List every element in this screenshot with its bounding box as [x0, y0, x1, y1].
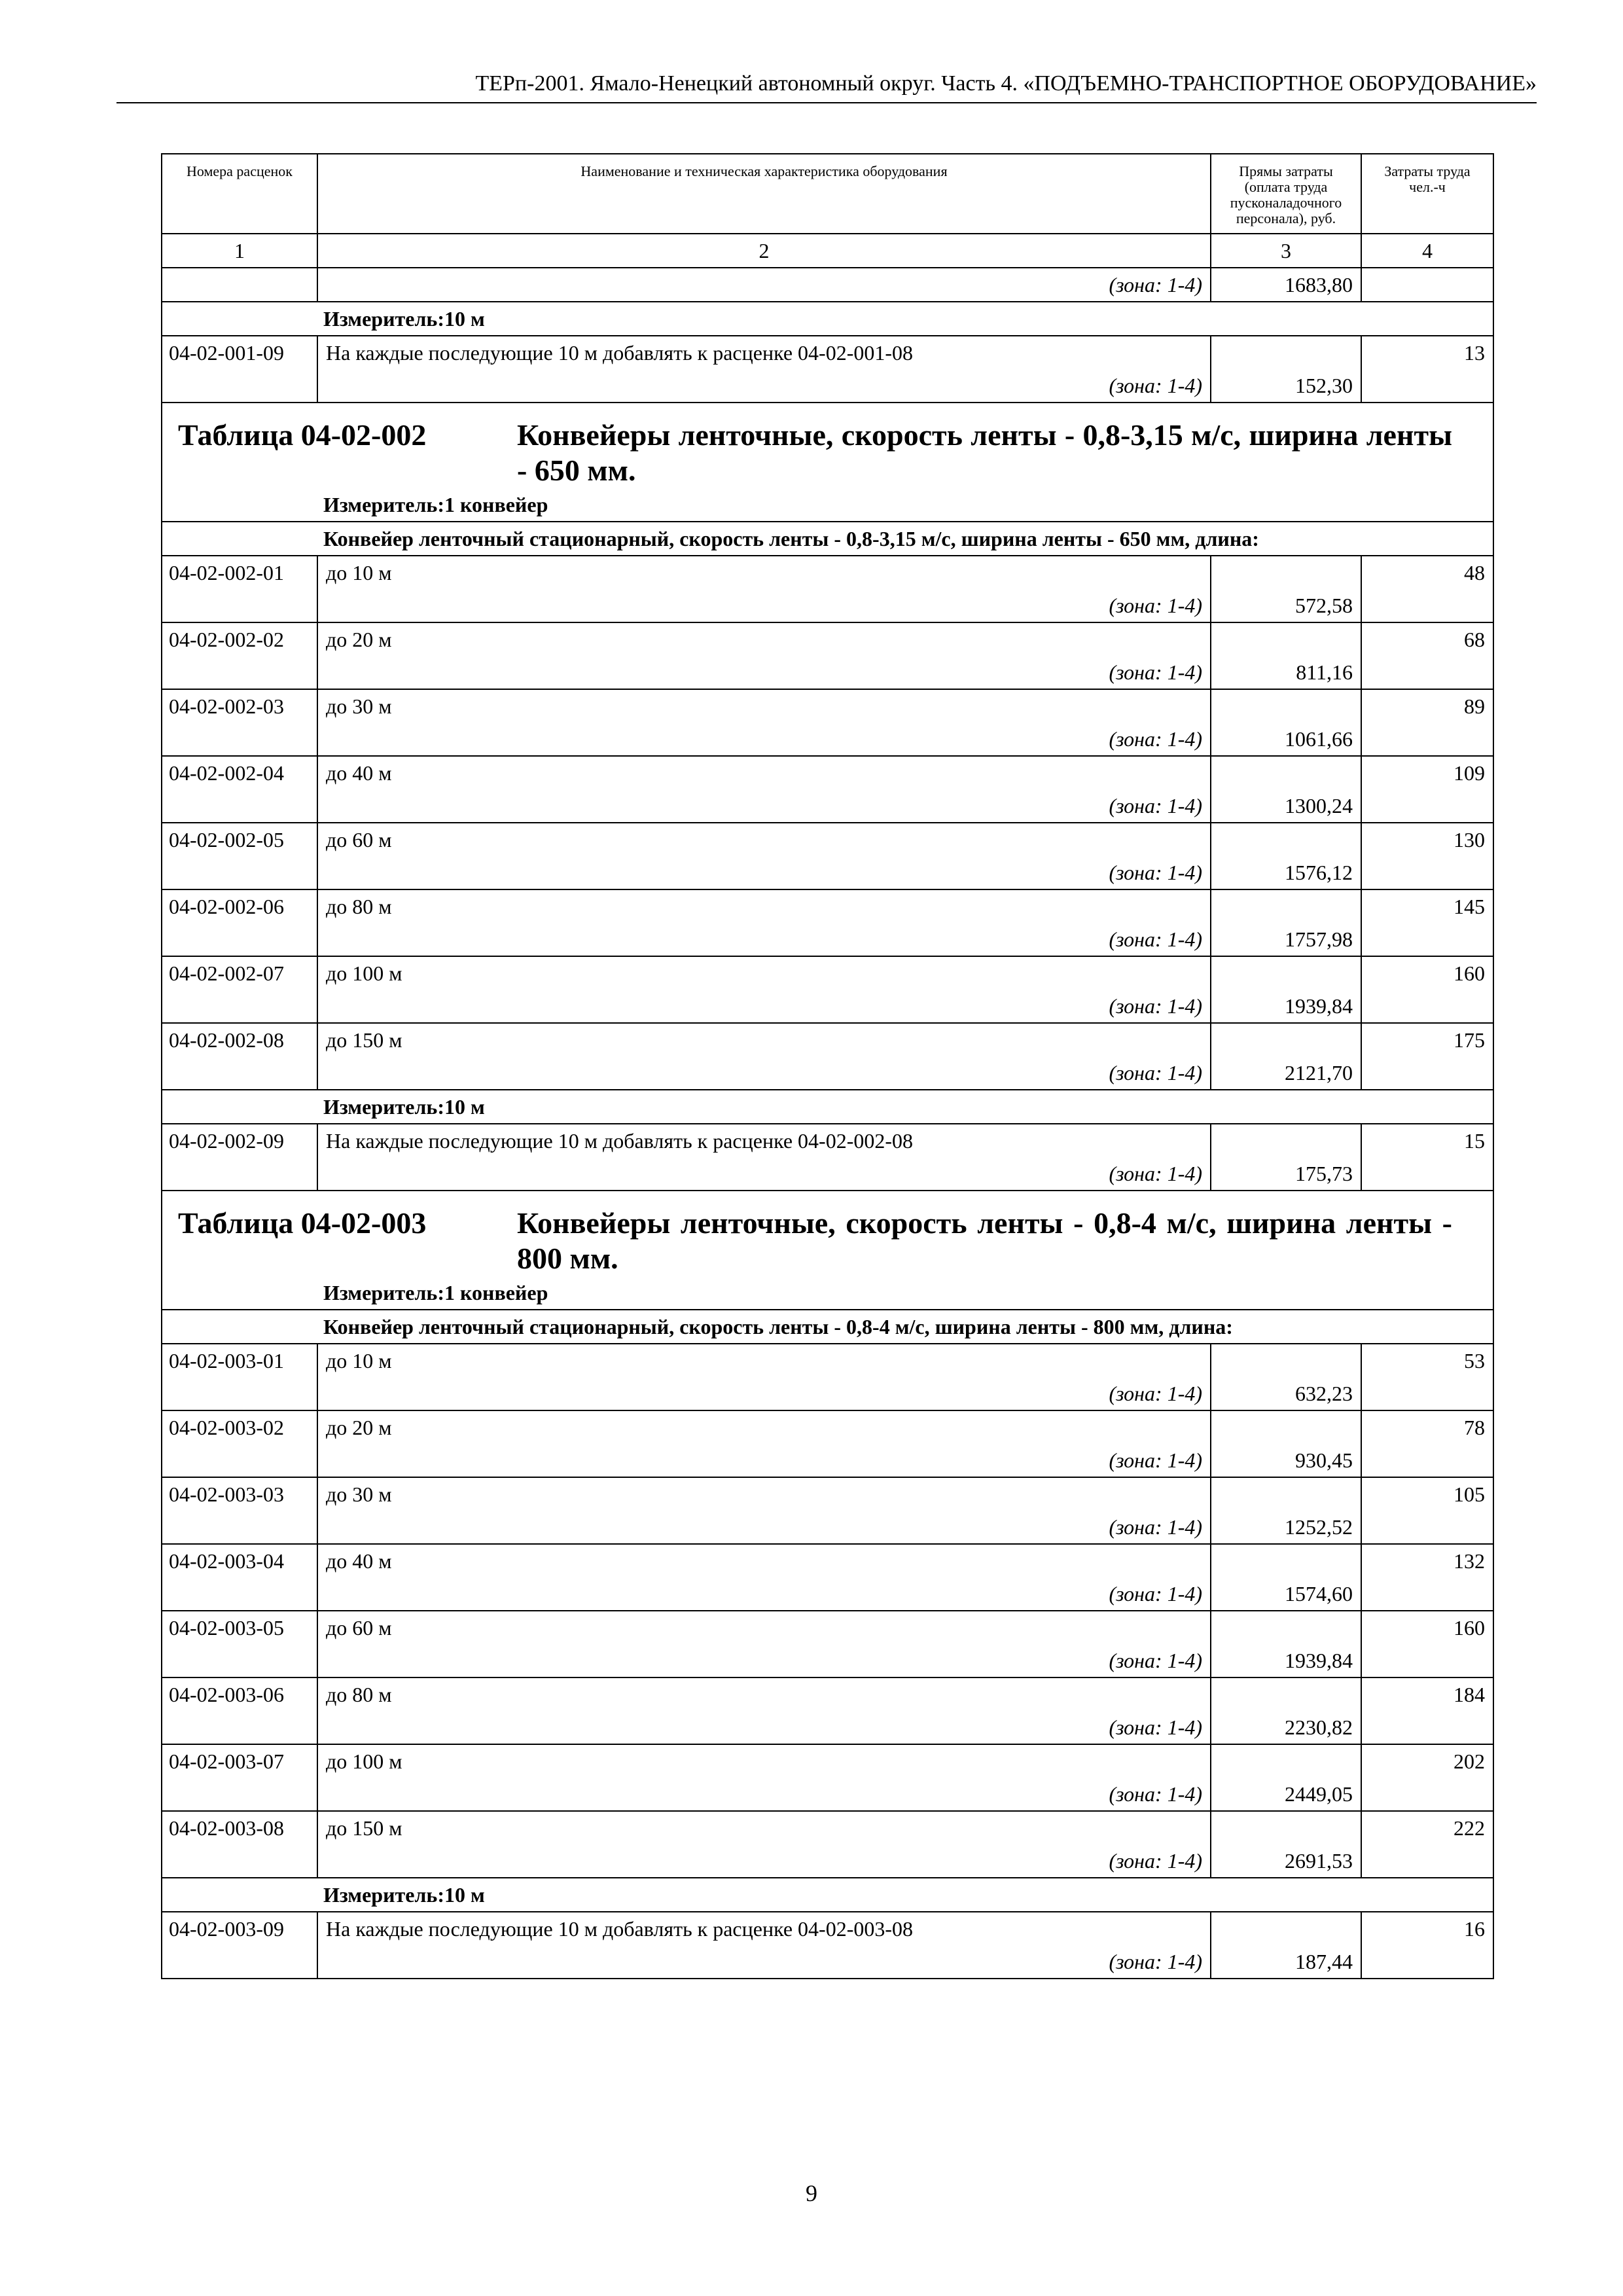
- row-description: до 30 м: [326, 1482, 392, 1506]
- zone-note: (зона: 1-4): [1109, 594, 1202, 617]
- cost-value: 1683,80: [1211, 268, 1361, 302]
- labor-value: 145: [1361, 889, 1493, 956]
- price-row: [162, 556, 1493, 622]
- zone-note: (зона: 1-4): [1109, 927, 1202, 951]
- row-description: до 60 м: [326, 828, 392, 852]
- row-code: 04-02-002-05: [162, 823, 317, 889]
- zone-note: (зона: 1-4): [1109, 994, 1202, 1018]
- labor-value: 13: [1361, 336, 1493, 403]
- price-row: [162, 1410, 1493, 1477]
- labor-value: 15: [1361, 1124, 1493, 1191]
- row-code: 04-02-003-02: [162, 1410, 317, 1477]
- price-row: [162, 889, 1493, 956]
- row-description: На каждые последующие 10 м добавлять к расценке 04-02-003-08: [326, 1917, 913, 1941]
- table-title-row: [162, 1191, 1493, 1310]
- zone-note: (зона: 1-4): [1109, 1649, 1202, 1672]
- zone-note: (зона: 1-4): [1109, 727, 1202, 751]
- cost-value: 2691,53: [1211, 1811, 1361, 1878]
- row-description: до 20 м: [326, 628, 392, 651]
- cost-value: 2230,82: [1211, 1677, 1361, 1744]
- cost-value: 930,45: [1211, 1410, 1361, 1477]
- row-description: до 10 м: [326, 561, 392, 584]
- cost-value: 1939,84: [1211, 956, 1361, 1023]
- row-code: 04-02-003-03: [162, 1477, 317, 1544]
- price-row: [162, 1744, 1493, 1811]
- price-row: [162, 823, 1493, 889]
- measure-label: Измеритель:1 конвейер: [323, 493, 548, 516]
- row-description: до 40 м: [326, 1549, 392, 1573]
- measure-label: Измеритель:10 м: [323, 1883, 485, 1907]
- column-number-row: [162, 234, 1493, 268]
- row-description: до 100 м: [326, 961, 402, 985]
- price-row: [162, 1912, 1493, 1979]
- zone-note: (зона: 1-4): [1109, 374, 1202, 397]
- zone-note: (зона: 1-4): [1109, 1950, 1202, 1973]
- labor-value: 89: [1361, 689, 1493, 756]
- row-code: 04-02-002-08: [162, 1023, 317, 1090]
- row-code: 04-02-002-03: [162, 689, 317, 756]
- cost-value: 187,44: [1211, 1912, 1361, 1979]
- zone-note: (зона: 1-4): [1109, 1715, 1202, 1739]
- table-name: Конвейеры ленточные, скорость ленты - 0,8-4 м/с, ширина ленты - 800 мм.: [517, 1206, 1452, 1275]
- col-number: 4: [1361, 234, 1493, 268]
- zone-note: (зона: 1-4): [1109, 1782, 1202, 1806]
- running-header: ТЕРп-2001. Ямало-Ненецкий автономный округ. Часть 4. «ПОДЪЕМНО-ТРАНСПОРТНОЕ ОБОРУДОВАНИЕ»: [116, 71, 1537, 103]
- row-code: 04-02-001-09: [162, 336, 317, 403]
- cost-value: 1061,66: [1211, 689, 1361, 756]
- row-code: 04-02-002-01: [162, 556, 317, 622]
- labor-value: 202: [1361, 1744, 1493, 1811]
- labor-value: 132: [1361, 1544, 1493, 1611]
- row-code: 04-02-002-04: [162, 756, 317, 823]
- price-row: [162, 1477, 1493, 1544]
- row-description: до 80 м: [326, 895, 392, 918]
- row-code: 04-02-003-04: [162, 1544, 317, 1611]
- cost-value: 2121,70: [1211, 1023, 1361, 1090]
- row-description: до 150 м: [326, 1028, 402, 1052]
- continuation-row: [162, 268, 1493, 302]
- row-code: 04-02-003-08: [162, 1811, 317, 1878]
- labor-value: 48: [1361, 556, 1493, 622]
- col-header-name: Наименование и техническая характеристика оборудования: [317, 154, 1211, 234]
- table-title-row: [162, 403, 1493, 522]
- cost-value: 811,16: [1211, 622, 1361, 689]
- labor-value: 105: [1361, 1477, 1493, 1544]
- price-table: [161, 153, 1494, 1979]
- cost-value: 1939,84: [1211, 1611, 1361, 1677]
- zone-note: (зона: 1-4): [317, 268, 1211, 302]
- col-header-cost: Прямы затраты (оплата труда пусконаладочного персонала), руб.: [1211, 154, 1361, 234]
- table-number: Таблица 04-02-002: [178, 418, 427, 452]
- table-section-04-02-002: [162, 403, 1493, 1191]
- table-name: Конвейеры ленточные, скорость ленты - 0,8-3,15 м/с, ширина ленты - 650 мм.: [517, 418, 1452, 487]
- labor-value: 78: [1361, 1410, 1493, 1477]
- price-row: [162, 956, 1493, 1023]
- row-code: 04-02-002-07: [162, 956, 317, 1023]
- row-code: 04-02-002-02: [162, 622, 317, 689]
- row-description: до 150 м: [326, 1816, 402, 1840]
- row-description: до 100 м: [326, 1749, 402, 1773]
- price-row: [162, 1023, 1493, 1090]
- page-number: 9: [806, 2180, 817, 2206]
- labor-value: 109: [1361, 756, 1493, 823]
- row-code: 04-02-003-06: [162, 1677, 317, 1744]
- row-description: до 40 м: [326, 761, 392, 785]
- row-description: до 30 м: [326, 694, 392, 718]
- cost-value: 175,73: [1211, 1124, 1361, 1191]
- cost-value: 152,30: [1211, 336, 1361, 403]
- price-row: [162, 1811, 1493, 1878]
- price-row: [162, 756, 1493, 823]
- zone-note: (зона: 1-4): [1109, 1162, 1202, 1185]
- labor-value: 175: [1361, 1023, 1493, 1090]
- zone-note: (зона: 1-4): [1109, 660, 1202, 684]
- measure-row: [162, 1090, 1493, 1124]
- table-number: Таблица 04-02-003: [178, 1206, 427, 1240]
- col-number: 1: [162, 234, 317, 268]
- zone-note: (зона: 1-4): [1109, 861, 1202, 884]
- column-header-row: [162, 154, 1493, 234]
- row-description: На каждые последующие 10 м добавлять к расценке 04-02-001-08: [326, 341, 913, 365]
- cost-value: 572,58: [1211, 556, 1361, 622]
- labor-value: 222: [1361, 1811, 1493, 1878]
- col-header-codes: Номера расценок: [162, 154, 317, 234]
- price-row: [162, 1124, 1493, 1191]
- zone-note: (зона: 1-4): [1109, 1382, 1202, 1405]
- labor-value: 160: [1361, 1611, 1493, 1677]
- price-row: [162, 336, 1493, 403]
- measure-row: [162, 1878, 1493, 1912]
- price-row: [162, 1344, 1493, 1410]
- labor-value: 184: [1361, 1677, 1493, 1744]
- zone-note: (зона: 1-4): [1109, 1448, 1202, 1472]
- price-row: [162, 689, 1493, 756]
- row-code: 04-02-003-07: [162, 1744, 317, 1811]
- group-label: Конвейер ленточный стационарный, скорость ленты - 0,8-3,15 м/с, ширина ленты - 650 мм, длина:: [323, 527, 1259, 550]
- cost-value: 1757,98: [1211, 889, 1361, 956]
- row-code: 04-02-002-06: [162, 889, 317, 956]
- cost-value: 1252,52: [1211, 1477, 1361, 1544]
- zone-note: (зона: 1-4): [1109, 1515, 1202, 1539]
- row-code: 04-02-003-01: [162, 1344, 317, 1410]
- group-label: Конвейер ленточный стационарный, скорость ленты - 0,8-4 м/с, ширина ленты - 800 мм, длина:: [323, 1315, 1233, 1338]
- col-header-labor: Затраты труда чел.-ч: [1361, 154, 1493, 234]
- group-row: [162, 522, 1493, 556]
- row-description: до 10 м: [326, 1349, 392, 1372]
- row-code: 04-02-002-09: [162, 1124, 317, 1191]
- labor-value: 68: [1361, 622, 1493, 689]
- cost-value: 1574,60: [1211, 1544, 1361, 1611]
- cost-value: 632,23: [1211, 1344, 1361, 1410]
- row-code: 04-02-003-09: [162, 1912, 317, 1979]
- zone-note: (зона: 1-4): [1109, 794, 1202, 817]
- row-description: На каждые последующие 10 м добавлять к расценке 04-02-002-08: [326, 1129, 913, 1153]
- price-row: [162, 1544, 1493, 1611]
- cost-value: 2449,05: [1211, 1744, 1361, 1811]
- row-description: до 80 м: [326, 1683, 392, 1706]
- measure-label: Измеритель:1 конвейер: [323, 1281, 548, 1304]
- table-title: [162, 403, 1493, 488]
- labor-value: 16: [1361, 1912, 1493, 1979]
- col-number: 2: [317, 234, 1211, 268]
- price-row: [162, 622, 1493, 689]
- price-row: [162, 1677, 1493, 1744]
- labor-value: 130: [1361, 823, 1493, 889]
- table-title: [162, 1191, 1493, 1276]
- row-code: 04-02-003-05: [162, 1611, 317, 1677]
- zone-note: (зона: 1-4): [1109, 1061, 1202, 1085]
- row-description: до 20 м: [326, 1416, 392, 1439]
- col-number: 3: [1211, 234, 1361, 268]
- labor-value: 160: [1361, 956, 1493, 1023]
- measure-row: [162, 302, 1493, 336]
- table-section-04-02-003: [162, 1191, 1493, 1979]
- zone-note: (зона: 1-4): [1109, 1582, 1202, 1605]
- zone-note: (зона: 1-4): [1109, 1849, 1202, 1873]
- cost-value: 1300,24: [1211, 756, 1361, 823]
- group-row: [162, 1310, 1493, 1344]
- cost-value: 1576,12: [1211, 823, 1361, 889]
- row-description: до 60 м: [326, 1616, 392, 1640]
- labor-value: 53: [1361, 1344, 1493, 1410]
- price-row: [162, 1611, 1493, 1677]
- measure-label: Измеритель:10 м: [323, 1095, 485, 1119]
- measure-label: Измеритель:10 м: [323, 307, 485, 331]
